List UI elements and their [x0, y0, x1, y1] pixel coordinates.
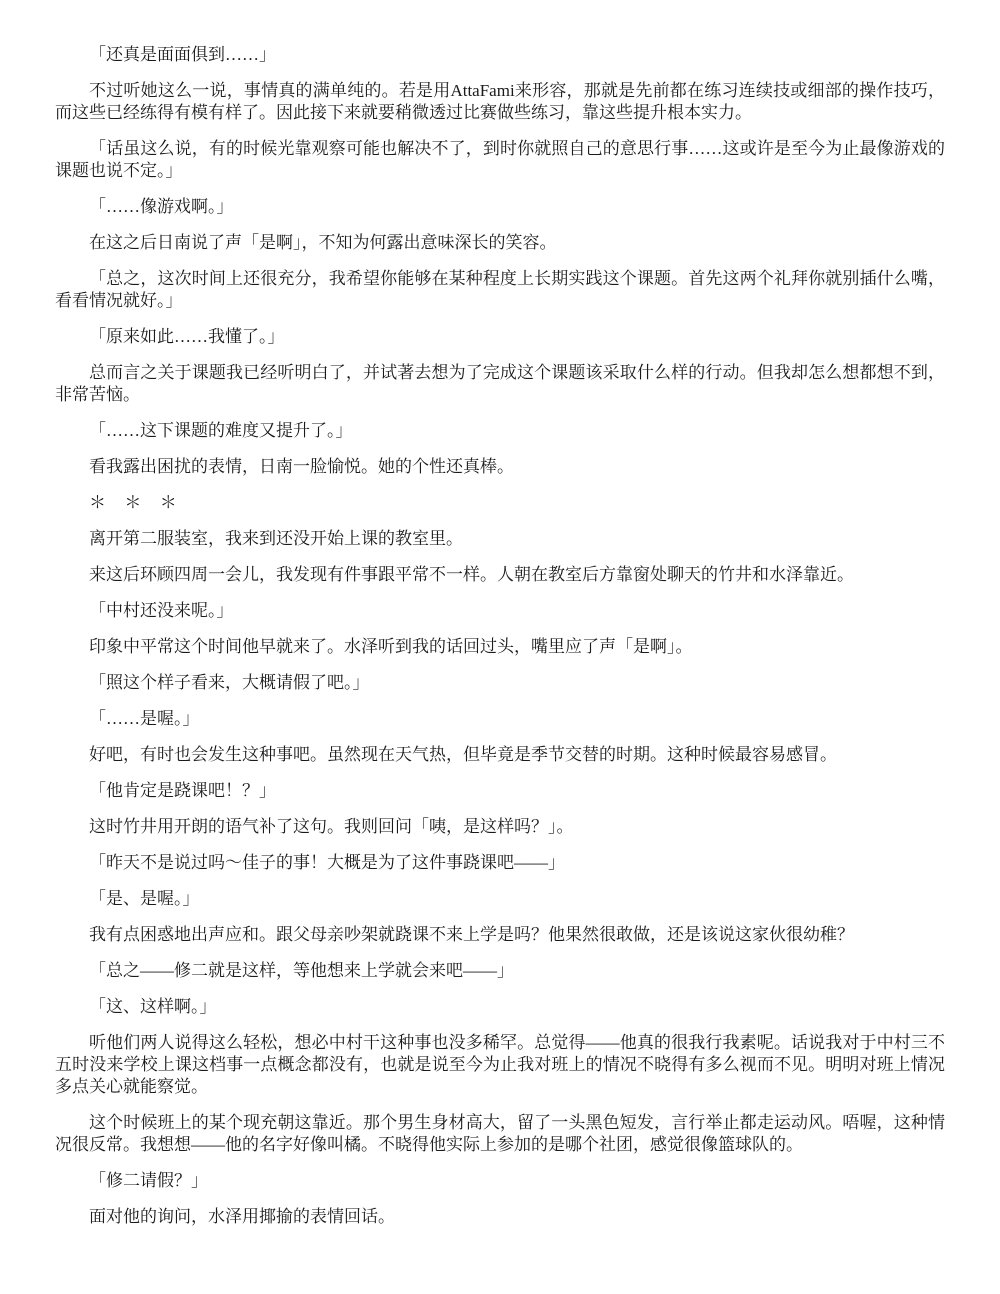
- paragraph-dialogue: 「话虽这么说，有的时候光靠观察可能也解决不了，到时你就照自己的意思行事……这或许是至今为止最像游戏的课题也说不定。」: [55, 139, 945, 180]
- paragraph-dialogue: 「……这下课题的难度又提升了。」: [89, 421, 353, 440]
- paragraph-dialogue: 「昨天不是说过吗～佳子的事！大概是为了这件事跷课吧——」: [89, 853, 565, 872]
- paragraph-narration: 听他们两人说得这么轻松，想必中村干这种事也没多稀罕。总觉得——他真的很我行我素呢。话说我对于中村三不五时没来学校上课这档事一点概念都没有，也就是说至今为止我对班上的情况不晓得有多么视而不见。明明对班上情况多点关心就能察觉。: [55, 1033, 945, 1096]
- paragraph-dialogue: 「中村还没来呢。」: [89, 601, 234, 620]
- paragraph-narration: 好吧，有时也会发生这种事吧。虽然现在天气热，但毕竟是季节交替的时期。这种时候最容易感冒。: [89, 745, 837, 764]
- paragraph-dialogue: 「总之——修二就是这样，等他想来上学就会来吧——」: [89, 961, 514, 980]
- paragraph-narration: 我有点困惑地出声应和。跟父母亲吵架就跷课不来上学是吗？他果然很敢做，还是该说这家伙很幼稚？: [89, 925, 854, 944]
- paragraph-narration: 离开第二服装室，我来到还没开始上课的教室里。: [89, 529, 463, 548]
- paragraph-dialogue: 「……像游戏啊。」: [89, 197, 234, 216]
- paragraph-narration: 不过听她这么一说，事情真的满单纯的。若是用AttaFami来形容，那就是先前都在练习连续技或细部的操作技巧，而这些已经练得有模有样了。因此接下来就要稍微透过比赛做些练习，靠这些提升根本实力。: [55, 81, 945, 122]
- paragraph-dialogue: 「修二请假？」: [89, 1171, 208, 1190]
- paragraph-dialogue: 「这、这样啊。」: [89, 997, 217, 1016]
- paragraph-narration: 印象中平常这个时间他早就来了。水泽听到我的话回过头，嘴里应了声「是啊」。: [89, 637, 693, 656]
- section-separator: ＊ ＊ ＊: [89, 493, 178, 512]
- paragraph-dialogue: 「他肯定是跷课吧！？」: [89, 781, 276, 800]
- paragraph-narration: 总而言之关于课题我已经听明白了，并试著去想为了完成这个课题该采取什么样的行动。但我却怎么想都想不到，非常苦恼。: [55, 363, 945, 404]
- paragraph-dialogue: 「照这个样子看来，大概请假了吧。」: [89, 673, 370, 692]
- paragraph-narration: 在这之后日南说了声「是啊」，不知为何露出意味深长的笑容。: [89, 233, 557, 252]
- paragraph-dialogue: 「还真是面面俱到……」: [89, 45, 276, 64]
- paragraph-narration: 这个时候班上的某个现充朝这靠近。那个男生身材高大，留了一头黑色短发，言行举止都走运动风。唔喔，这种情况很反常。我想想——他的名字好像叫橘。不晓得他实际上参加的是哪个社团，感觉很像篮球队的。: [55, 1113, 945, 1154]
- paragraph-dialogue: 「原来如此……我懂了。」: [89, 327, 285, 346]
- paragraph-dialogue: 「是、是喔。」: [89, 889, 200, 908]
- page-text: [55, 44, 945, 1228]
- paragraph-narration: 来这后环顾四周一会儿，我发现有件事跟平常不一样。人朝在教室后方靠窗处聊天的竹井和水泽靠近。: [89, 565, 854, 584]
- paragraph-dialogue: 「……是喔。」: [89, 709, 200, 728]
- paragraph-narration: 看我露出困扰的表情，日南一脸愉悦。她的个性还真棒。: [89, 457, 514, 476]
- paragraph-dialogue: 「总之，这次时间上还很充分，我希望你能够在某种程度上长期实践这个课题。首先这两个礼拜你就别插什么嘴，看看情况就好。」: [55, 269, 945, 310]
- paragraph-narration: 面对他的询问，水泽用揶揄的表情回话。: [89, 1207, 395, 1226]
- paragraph-narration: 这时竹井用开朗的语气补了这句。我则回问「咦，是这样吗？」。: [89, 817, 574, 836]
